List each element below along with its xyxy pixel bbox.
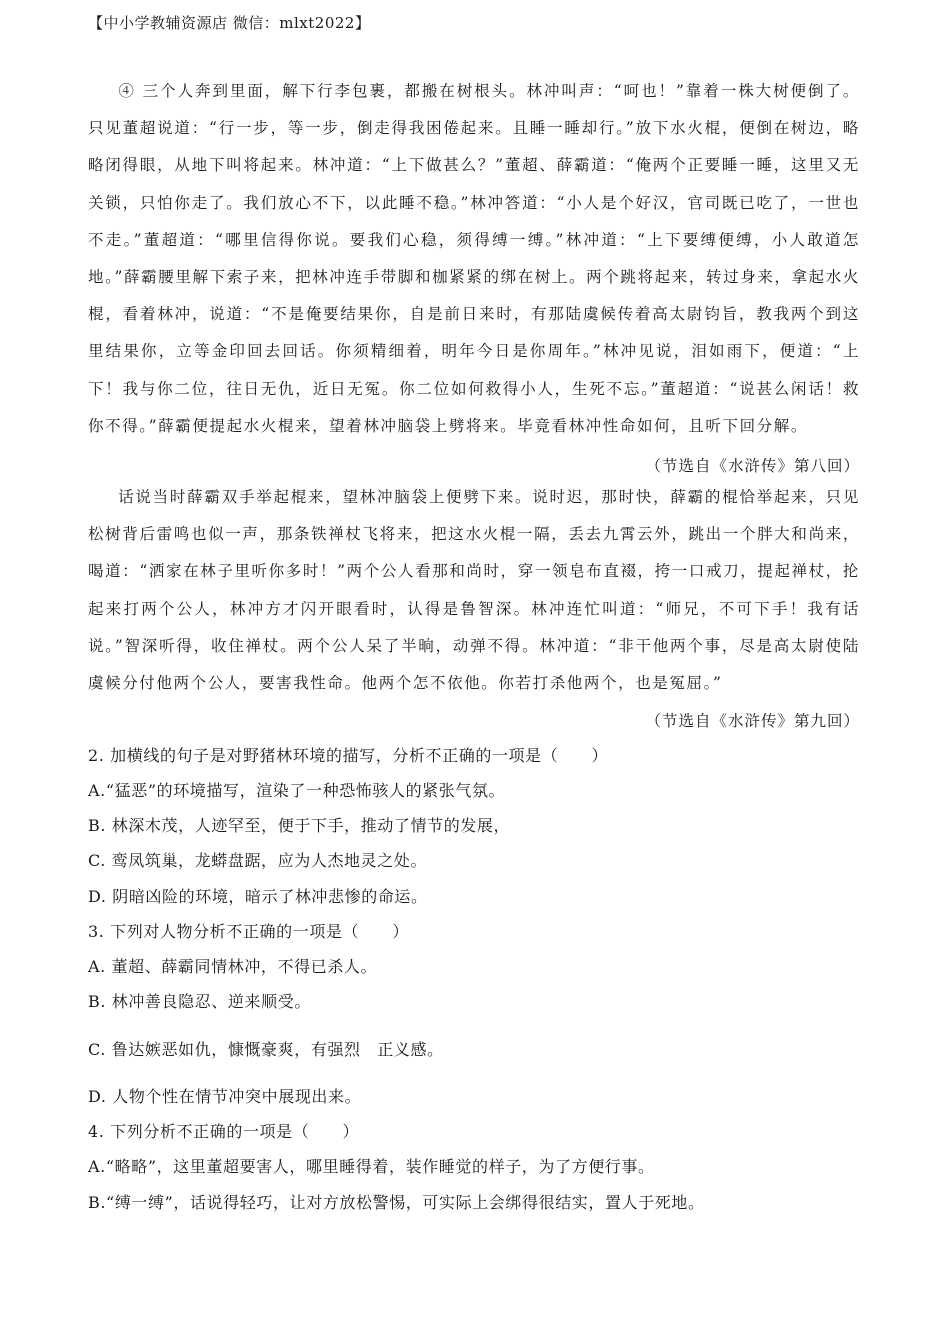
passage-chapter-8-text: ④ 三个人奔到里面，解下行李包裹，都搬在树根头。林冲叫声：“呵也！”靠着一株大树便倒了。只见董超说道：“行一步，等一步，倒走得我困倦起来。且睡一睡却行。”放下水火棍，便倒在树边，略略闭得眼，从地下叫将起来。林冲道：“上下做甚么？”董超、薛霸道：“俺两个正要睡一睡，这里又无关锁，只怕你走了。我们放心不下，以此睡不稳。”林冲答道：“小人是个好汉，官司既已吃了，一世也不走。”董超道：“哪里信得你说。要我们心稳，须得缚一缚。”林冲道：“上下要缚便缚，小人敢道怎地。”薛霸腰里解下索子来，把林冲连手带脚和枷紧紧的绑在树上。两个跳将起来，转过身来，拿起水火棍，看着林冲，说道：“不是俺要结果你，自是前日来时，有那陆虞候传着高太尉钧旨，教我两个到这里结果你，立等金印回去回话。你须精细着，明年今日是你周年。”林冲见说，泪如雨下，便道：“上下！我与你二位，往日无仇，近日无冤。你二位如何救得小人，生死不忘。”董超道：“说甚么闲话！救你不得。”薛霸便提起水火棍来，望着林冲脑袋上劈将来。毕竟看林冲性命如何，且听下回分解。 <box>88 82 860 435</box>
question-3-option-b: B. 林冲善良隐忍、逆来顺受。 <box>88 992 311 1011</box>
question-2-option-d: D. 阴暗凶险的环境，暗示了林冲悲惨的命运。 <box>88 887 428 906</box>
question-4-option-b: B.“缚一缚”，话说得轻巧，让对方放松警惕，可实际上会绑得很结实，置人于死地。 <box>88 1193 705 1212</box>
passage-chapter-8 <box>88 73 860 445</box>
question-2-stem: 2. 加横线的句子是对野猪林环境的描写，分析不正确的一项是（ ） <box>88 746 609 765</box>
page-header: 【中小学教辅资源店 微信：mlxt2022】 <box>88 14 371 32</box>
question-2-option-b: B. 林深木茂，人迹罕至，便于下手，推动了情节的发展， <box>88 816 511 835</box>
question-4-stem: 4. 下列分析不正确的一项是（ ） <box>88 1122 360 1141</box>
question-4-option-a: A.“略略”，这里董超要害人，哪里睡得着，装作睡觉的样子，为了方便行事。 <box>88 1157 655 1176</box>
source-chapter-8: （节选自《水浒传》第八回） <box>645 457 860 475</box>
passage-chapter-9-text: 话说当时薛霸双手举起棍来，望林冲脑袋上便劈下来。说时迟，那时快，薛霸的棍恰举起来，只见松树背后雷鸣也似一声，那条铁禅杖飞将来，把这水火棍一隔，丢去九霄云外，跳出一个胖大和尚来，喝道：“洒家在林子里听你多时！”两个公人看那和尚时，穿一领皂布直裰，挎一口戒刀，提起禅杖，抡起来打两个公人，林冲方才闪开眼看时，认得是鲁智深。林冲连忙叫道：“师兄，不可下手！我有话说。”智深听得，收住禅杖。两个公人呆了半晌，动弹不得。林冲道：“非干他两个事，尽是高太尉使陆虞候分付他两个公人，要害我性命。他两个怎不依他。你若打杀他两个，也是冤屈。” <box>88 488 860 693</box>
passage-chapter-9 <box>88 479 860 702</box>
question-3-option-d: D. 人物个性在情节冲突中展现出来。 <box>88 1087 362 1106</box>
question-3-option-c: C. 鲁达嫉恶如仇，慷慨豪爽，有强烈 正义感。 <box>88 1040 444 1059</box>
question-2-option-c: C. 鸾凤筑巢，龙蟒盘踞，应为人杰地灵之处。 <box>88 851 428 870</box>
source-chapter-9: （节选自《水浒传》第九回） <box>645 712 860 730</box>
question-2-option-a: A.“猛恶”的环境描写，渲染了一种恐怖骇人的紧张气氛。 <box>88 781 506 800</box>
question-3-stem: 3. 下列对人物分析不正确的一项是（ ） <box>88 922 409 941</box>
question-3-option-a: A. 董超、薛霸同情林冲，不得已杀人。 <box>88 957 378 976</box>
